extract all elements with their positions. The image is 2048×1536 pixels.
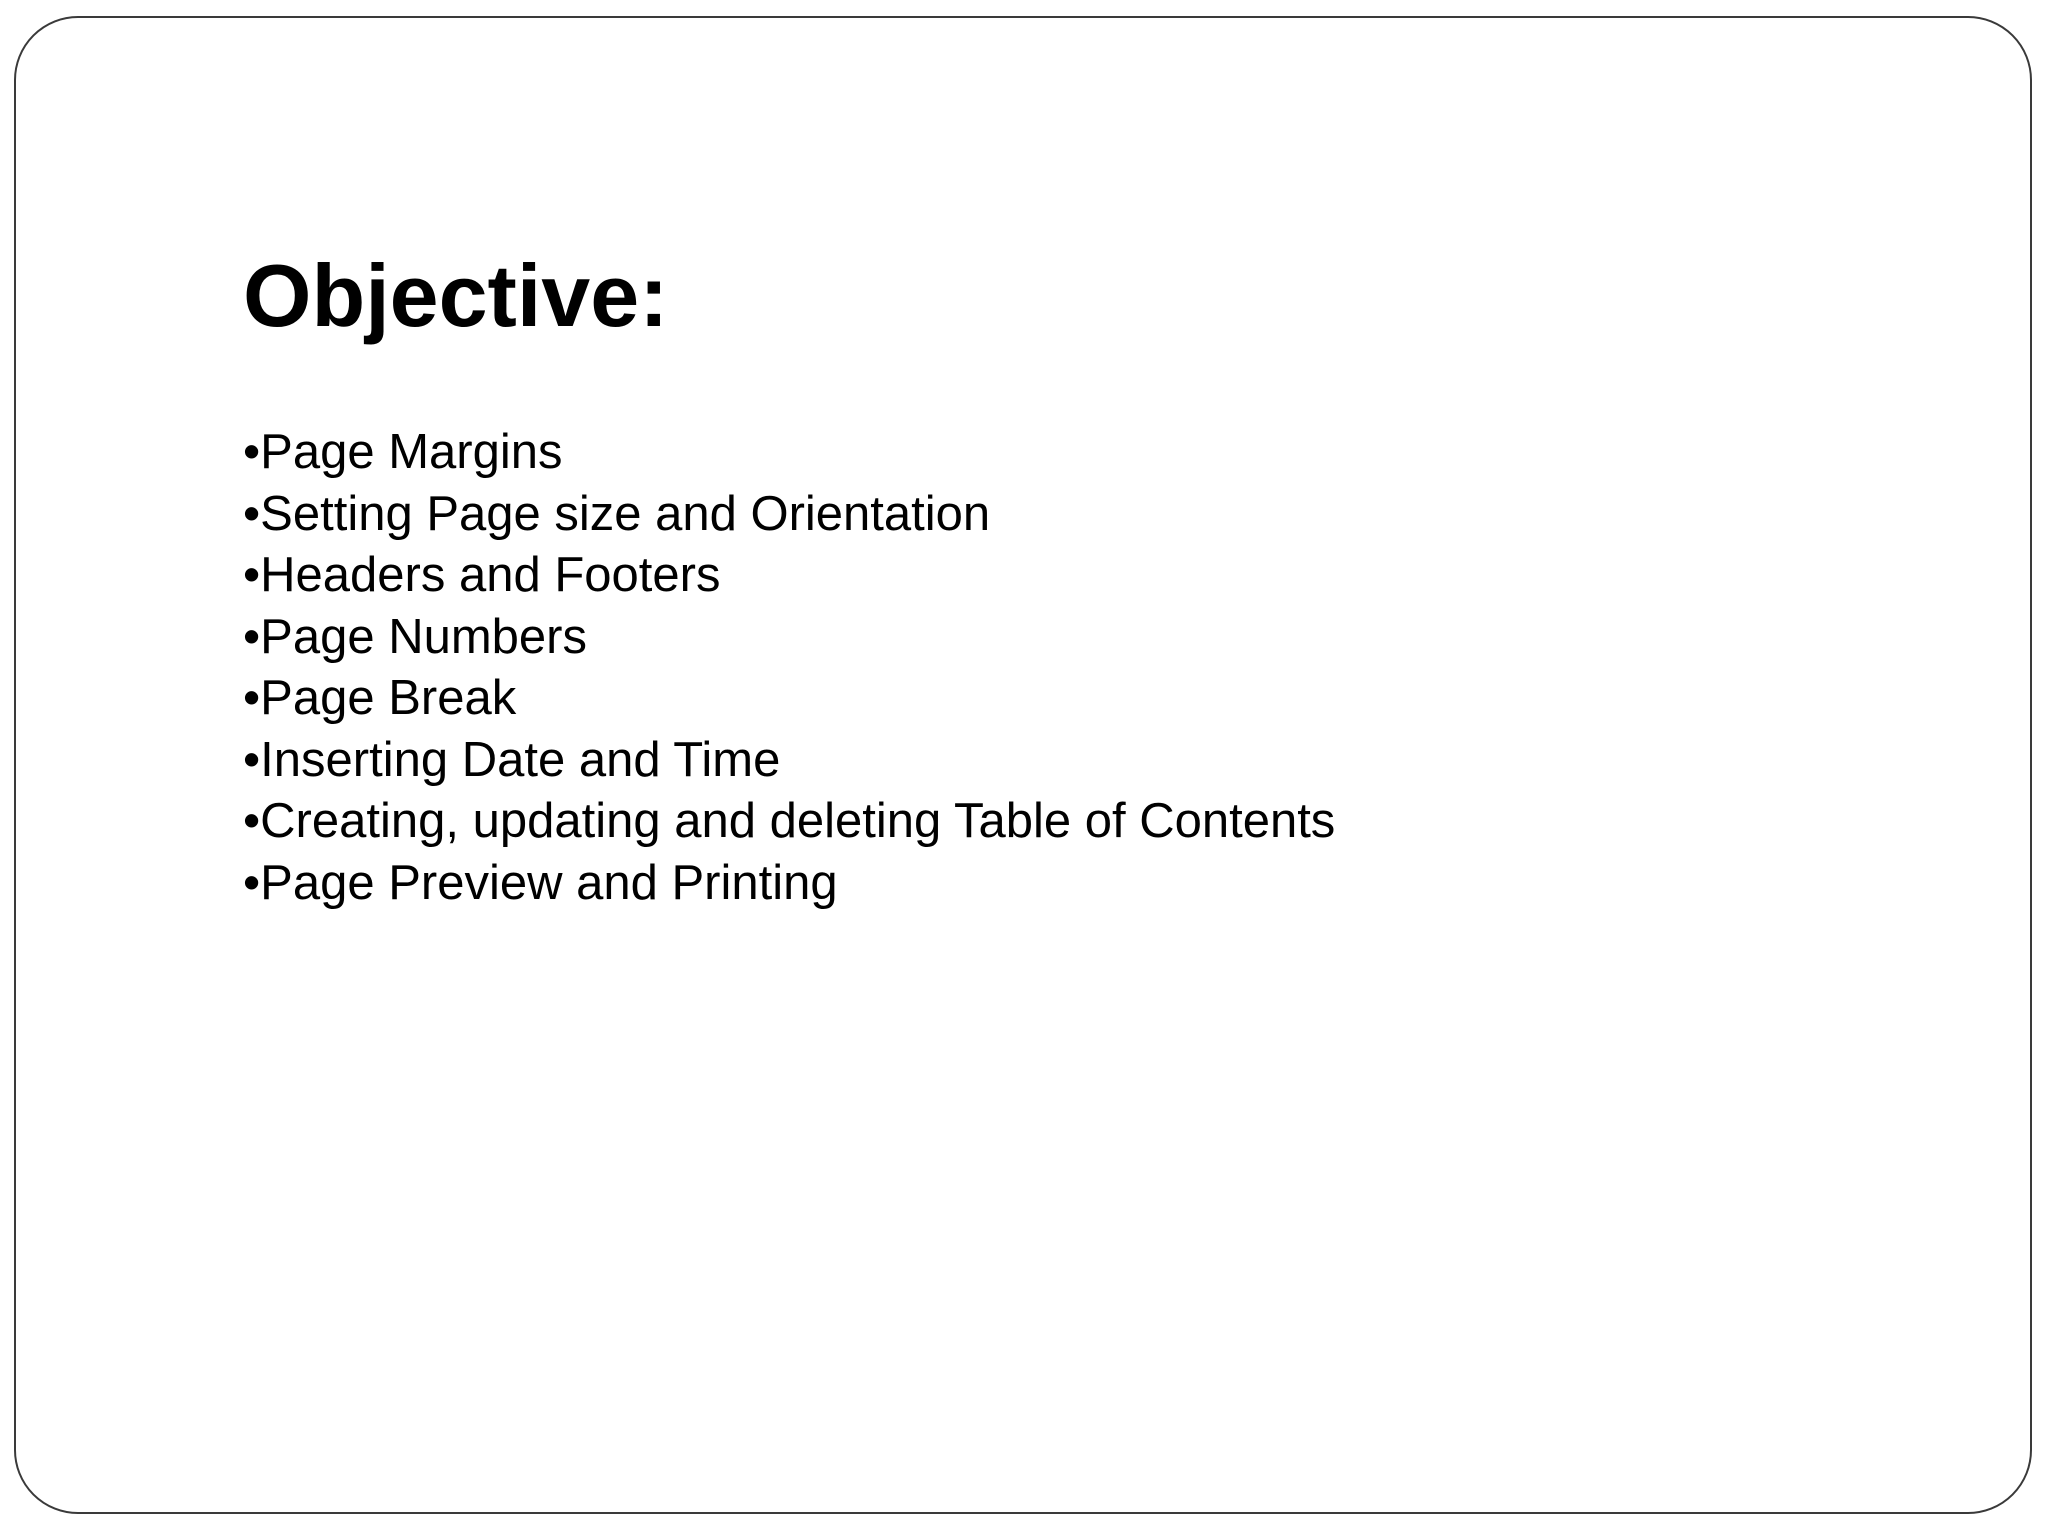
- list-item: •Page Preview and Printing: [243, 855, 838, 910]
- list-item: •Inserting Date and Time: [243, 732, 781, 787]
- list-item: •Page Break: [243, 671, 517, 725]
- slide-title: Objective:: [243, 246, 669, 345]
- list-item: •Setting Page size and Orientation: [243, 486, 991, 541]
- list-item: •Page Numbers: [243, 609, 587, 664]
- list-item: •Creating, updating and deleting Table of Contents: [243, 794, 1336, 848]
- objective-list: [243, 422, 1335, 914]
- list-item: •Headers and Footers: [243, 548, 721, 602]
- list-item: •Page Margins: [243, 425, 563, 479]
